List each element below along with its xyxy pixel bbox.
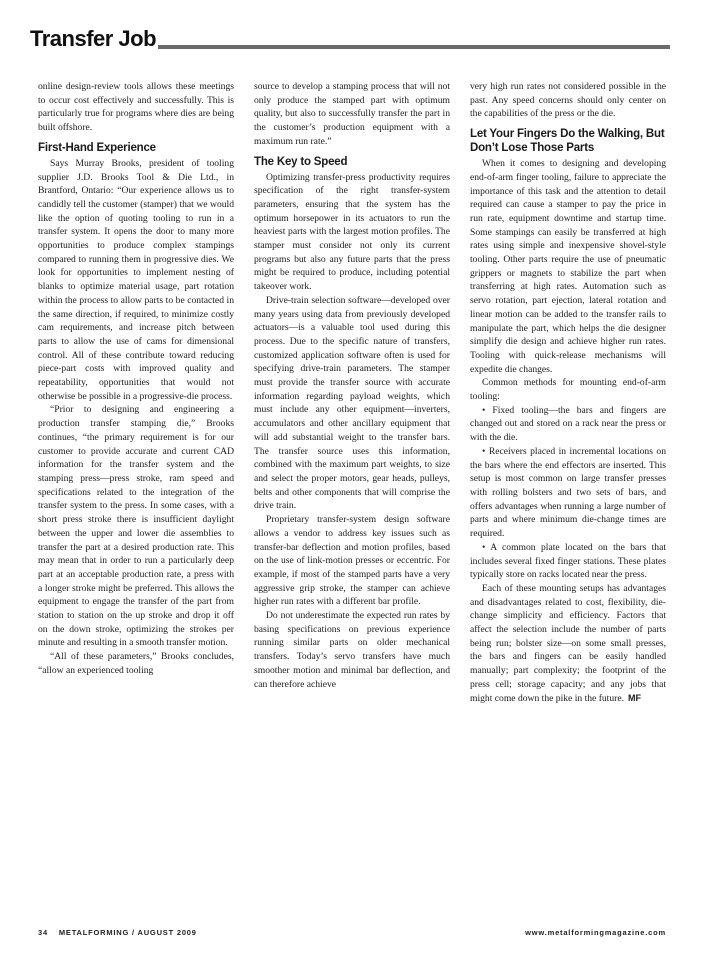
end-of-article-mark: MF: [628, 692, 641, 703]
body-paragraph: “All of these parameters,” Brooks concludes, “allow an experienced tooling: [38, 651, 234, 676]
body-paragraph: Optimizing transfer-press productivity requires specification of the right transfer-system parameters, ensuring that the system has the optimum horsepower in its actuators to run the heaviest parts with the largest motion profiles. The stamper must consider not only its current programs but also any future parts that the press might be required to produce, including potential takeover work.: [254, 171, 450, 293]
body-paragraph: • Fixed tooling—the bars and fingers are changed out and stored on a rack near the press or with the die.: [470, 404, 666, 444]
section-heading: The Key to Speed: [254, 155, 348, 168]
body-paragraph: Says Murray Brooks, president of tooling supplier J.D. Brooks Tool & Die Ltd., in Brantford, Ontario: “Our experience allows us to candidly tell the customer (stamper) that we would like the option of quoting tooling to run in a transfer system. It opens the door to many more opportunities to produce complex stampings compared to running them in progressive dies. We look for opportunities to implement nesting of blanks to optimize material usage, part rotation within the process to allow parts to be contacted in the same direction, if required, to minimize costly cam requirements, and increase pitch between parts to allow the use of cams for dimensional control. All of these contribute toward reducing piece-part costs with improved quality and repeatability, opportunities that would not otherwise be possible in a progressive-die process.: [38, 157, 234, 402]
section-heading: First-Hand Experience: [38, 141, 156, 154]
page-header: [30, 26, 670, 56]
body-paragraph: source to develop a stamping process that will not only produce the stamped part with optimum quality, but also to successfully transfer the part in the customer’s production equipment with a maximum run rate.”: [254, 81, 450, 147]
text-run: Each of these mounting setups has advantages and disadvantages related to cost, flexibility, die-change simplicity and efficiency. Factors that affect the selection include the number of parts being run; bolster size—on some small presses, the bars and fingers can be easily handled manually; part complexity; the footprint of the press cell; storage capacity; and any jobs that might come down the pike in the future.: [470, 582, 666, 704]
publication-info: METALFORMING / AUGUST 2009: [58, 928, 197, 937]
body-paragraph: Common methods for mounting end-of-arm tooling:: [470, 377, 666, 403]
body-paragraph: When it comes to designing and developing end-of-arm finger tooling, failure to appreciate the importance of this task and the attention to detail required can cause a stamper to pay the price in run rate, equipment downtime and startup time. Some stampings can easily be transferred at high rates using simple and inexpensive shovel-style tooling. Other parts require the use of pneumatic grippers or magnets to stabilize the part when transferring at high rates. Automation such as servo rotation, part ejection, lateral rotation and linear motion can be added to the transfer rails to manipulate the part, which helps the die designer simplify die design and achieve higher run rates. Tooling with quick-release mechanisms will expedite die changes.: [470, 158, 666, 375]
body-paragraph: • Receivers placed in incremental locations on the bars where the end effectors are inserted. This setup is most common on large transfer presses with rolling bolsters and two sets of bars, and offers advantages when running a large number of parts and where minimum die-change times are required.: [470, 445, 666, 540]
column-2: [254, 80, 450, 900]
body-paragraph: Do not underestimate the expected run rates by basing specifications on previous experience running similar parts on older mechanical transfers. Today’s servo transfers have much smoother motion and minimal bar deflection, and can therefore achieve: [254, 610, 450, 690]
body-paragraph: [470, 582, 666, 705]
page-number: 34: [38, 928, 48, 937]
article-body: [38, 80, 666, 900]
header-rule: [158, 45, 670, 49]
column-1: [38, 80, 234, 900]
body-paragraph: very high run rates not considered possible in the past. Any speed concerns should only center on the capabilities of the press or the die.: [470, 81, 666, 120]
page-footer: [38, 928, 666, 942]
body-paragraph: “Prior to designing and engineering a production transfer stamping die,” Brooks continues, “the primary requirement is for our customer to provide accurate and current CAD information for the transfer system and the stamping press—press stroke, ram speed and specifications related to the integration of the transfer system to the press. In some cases, with a short press stroke there is insufficient daylight between the upper and lower die assemblies to transfer the part at a desired production rate. This may mean that in order to run a particularly deep part at an acceptable production rate, a press with a longer stroke might be preferred. This allows the equipment to engage the transfer of the part from station to station on the up stroke and drop it off on the down stroke, optimizing the strokes per minute and resulting in a smooth transfer motion.: [38, 404, 234, 649]
body-paragraph: online design-review tools allows these meetings to occur cost effectively and successfully. This is particularly true for programs where dies are being built offshore.: [38, 81, 234, 134]
column-3: [470, 80, 666, 900]
body-paragraph: Proprietary transfer-system design software allows a vendor to address key issues such as transfer-bar deflection and motion profiles, based on the use of link-motion presses or eccentric. For example, if most of the stamped parts have a very aggressive grip stroke, the stamper can achieve higher run rates with a different bar profile.: [254, 514, 450, 608]
section-title: Transfer Job: [30, 26, 157, 51]
website-link[interactable]: www.metalformingmagazine.com: [525, 928, 666, 937]
section-heading: Let Your Fingers Do the Walking, But Don’t Lose Those Parts: [470, 128, 665, 155]
body-paragraph: Drive-train selection software—developed over many years using data from previously developed actuators—is a valuable tool used during this process. Due to the specific nature of transfers, customized application software often is used for specifying drive-train parameters. The stamper must provide the transfer source with accurate information regarding payload weights, which must include any other equipment—inverters, accumulators and other ancillary equipment that will add substantial weight to the transfer bars. The transfer source uses this information, combined with the maximum part weights, to size and select the proper motors, gear heads, pulleys, belts and other components that will comprise the drive train.: [254, 294, 450, 512]
body-paragraph: • A common plate located on the bars that includes several fixed finger stations. These plates typically store on racks located near the press.: [470, 541, 666, 581]
